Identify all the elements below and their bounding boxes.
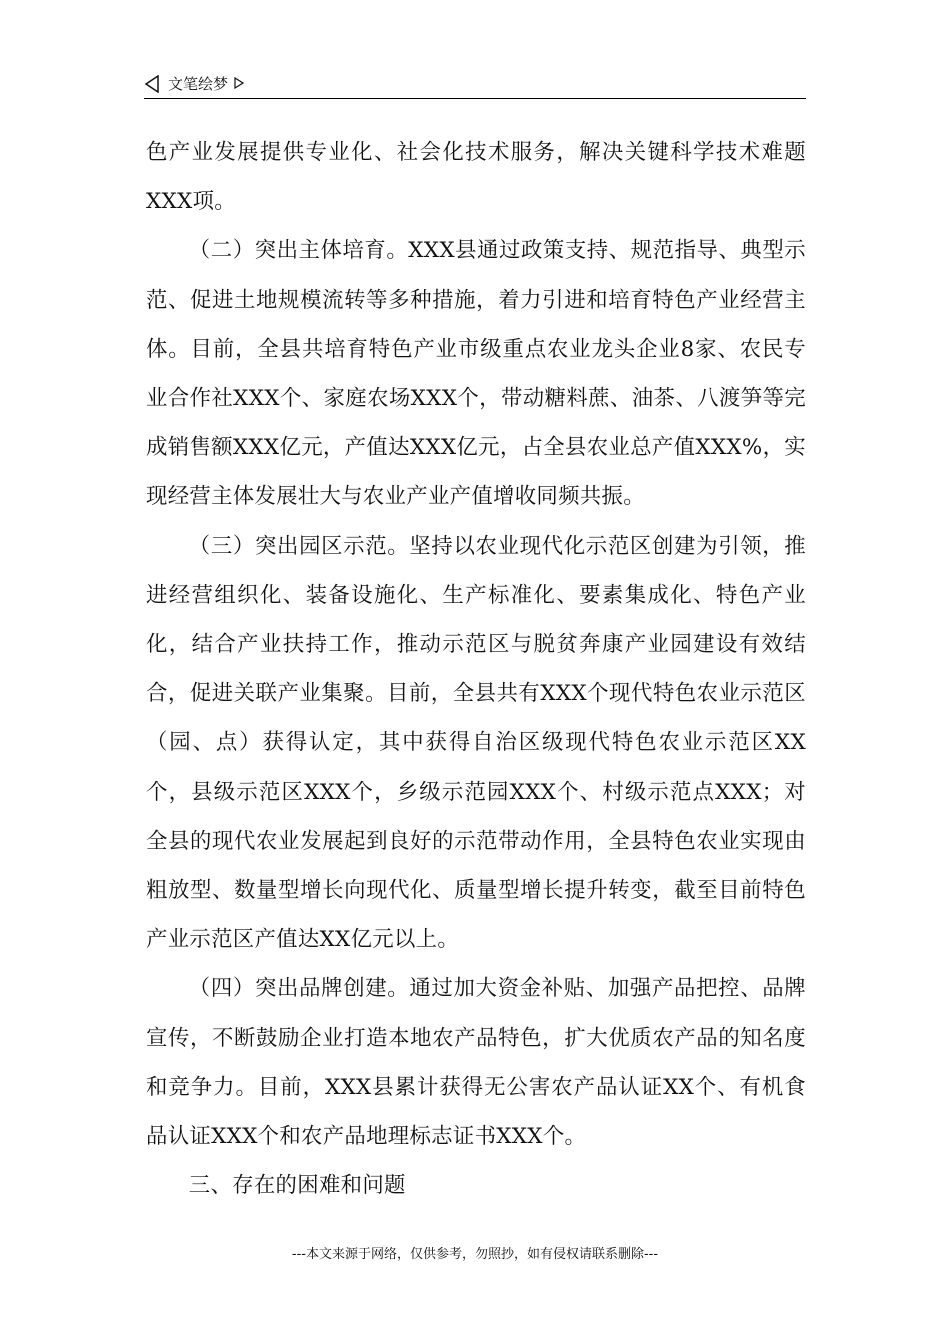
page-header [144, 72, 806, 99]
triangle-left-outline-icon [144, 75, 160, 93]
page-footer-disclaimer: ---本文来源于网络，仅供参考，勿照抄，如有侵权请联系删除--- [291, 1247, 659, 1262]
paragraph-brand-building: （四）突出品牌创建。通过加大资金补贴、加强产品把控、品牌宣传，不断鼓励企业打造本地农产品特色，扩大优质农产品的知名度和竞争力。目前，XXX县累计获得无公害农产品认证XX个、有机食品认证XXX个和农产品地理标志证书XXX个。 [146, 976, 806, 1150]
section-heading-problems: 三、存在的困难和问题 [188, 1173, 406, 1199]
triangle-right-outline-icon [234, 77, 244, 89]
document-body [146, 128, 806, 1210]
header-title: 文笔绘梦 [168, 75, 229, 93]
paragraph-park-demonstration: （三）突出园区示范。坚持以农业现代化示范区创建为引领，推进经营组织化、装备设施化、生产标准化、要素集成化、特色产业化，结合产业扶持工作，推动示范区与脱贫奔康产业园建设有效结合，促进关联产业集聚。目前，全县共有XXX个现代特色农业示范区（园、点）获得认定，其中获得自治区级现代特色农业示范区XX个，县级示范区XXX个，乡级示范园XXX个、村级示范点XXX；对全县的现代农业发展起到良好的示范带动作用，全县特色农业实现由粗放型、数量型增长向现代化、质量型增长提升转变，截至目前特色产业示范区产值达XX亿元以上。 [146, 533, 806, 953]
paragraph-subject-cultivation: （二）突出主体培育。XXX县通过政策支持、规范指导、典型示范、促进土地规模流转等多种措施，着力引进和培育特色产业经营主体。目前，全县共培育特色产业市级重点农业龙头企业8家、农民专业合作社XXX个、家庭农场XXX个，带动糖料蔗、油茶、八渡笋等完成销售额XXX亿元，产值达XXX亿元，占全县农业总产值XXX%，实现经营主体发展壮大与农业产业产值增收同频共振。 [146, 238, 806, 510]
paragraph-continuation: 色产业发展提供专业化、社会化技术服务，解决关键科学技术难题XXX项。 [146, 140, 806, 215]
